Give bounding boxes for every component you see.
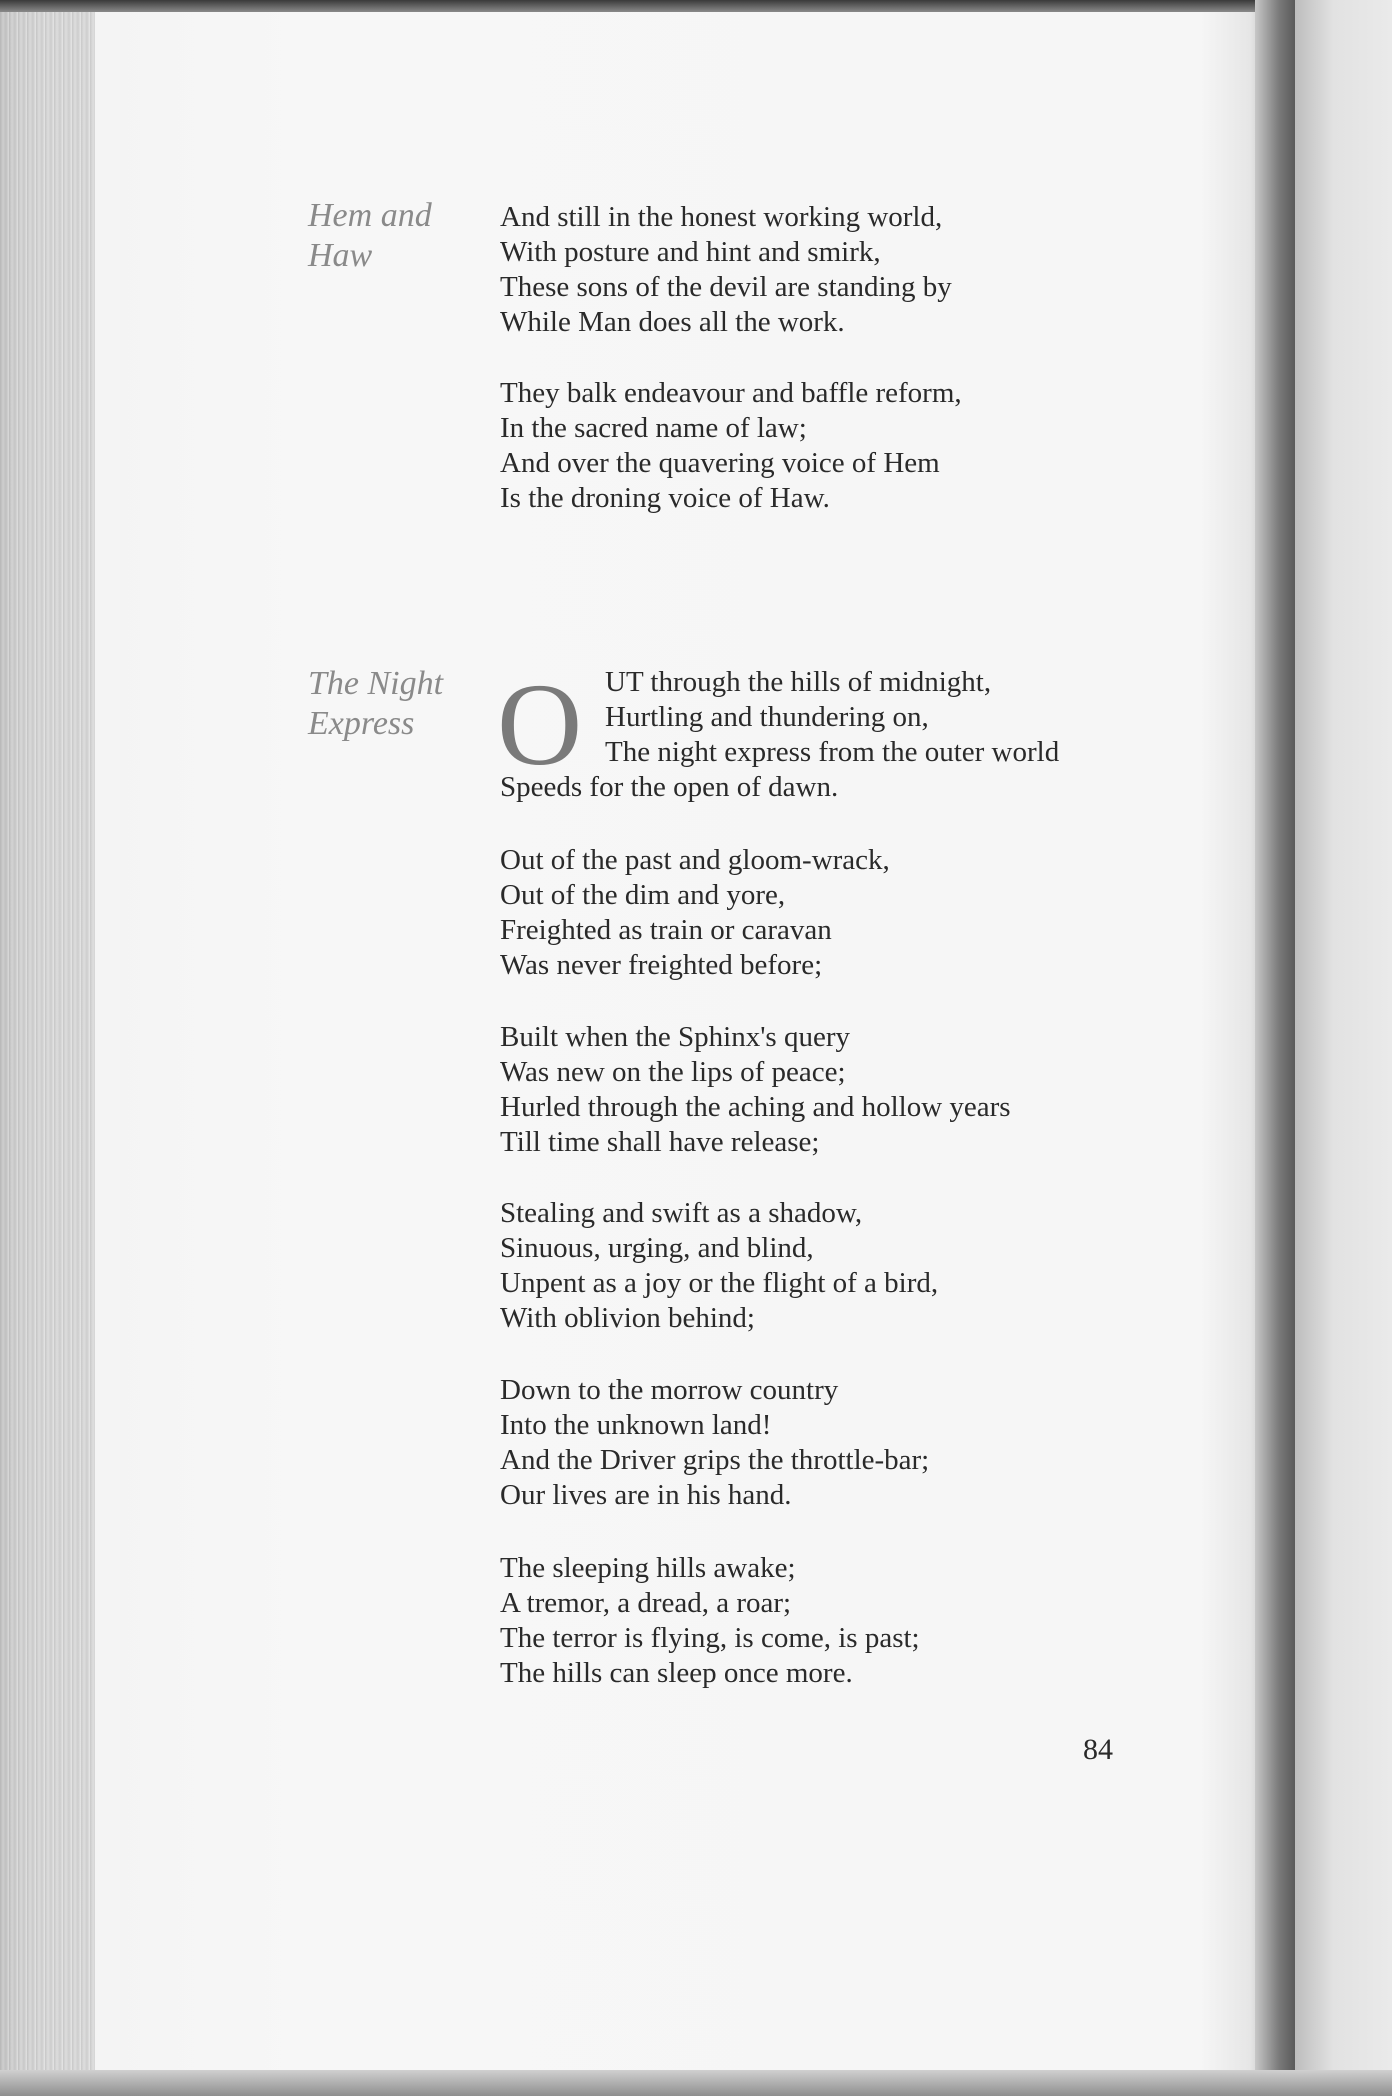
stanza bbox=[500, 376, 962, 516]
stanza bbox=[500, 665, 1059, 805]
verse-line: Till time shall have release; bbox=[500, 1126, 820, 1158]
verse-line: Our lives are in his hand. bbox=[500, 1479, 792, 1511]
verse-line: In the sacred name of law; bbox=[500, 412, 807, 444]
page-number: 84 bbox=[1083, 1733, 1113, 1766]
poem-title-hem-and-haw bbox=[308, 196, 488, 276]
verse-line: Hurtling and thundering on, bbox=[605, 701, 929, 733]
poem-title-line: Hem and bbox=[308, 197, 432, 234]
verse-line: Was never freighted before; bbox=[500, 949, 823, 981]
verse-line: UT through the hills of midnight, bbox=[605, 666, 992, 698]
verse-line: And the Driver grips the throttle-bar; bbox=[500, 1444, 930, 1476]
verse-line: Speeds for the open of dawn. bbox=[500, 771, 839, 803]
verse-line: Out of the past and gloom-wrack, bbox=[500, 844, 890, 876]
book-bottom-edge bbox=[0, 2070, 1392, 2096]
spine-shadow bbox=[1255, 0, 1295, 2096]
verse-line: And over the quavering voice of Hem bbox=[500, 447, 940, 479]
verse-line: Hurled through the aching and hollow years bbox=[500, 1091, 1011, 1123]
stanza bbox=[500, 1196, 938, 1336]
poem-title-line: The Night bbox=[308, 665, 444, 702]
poem-title-the-night-express bbox=[308, 664, 488, 744]
verse-line: Is the droning voice of Haw. bbox=[500, 482, 830, 514]
page-stack-edge bbox=[0, 0, 95, 2096]
verse-line: They balk endeavour and baffle reform, bbox=[500, 377, 962, 409]
verse-line: The sleeping hills awake; bbox=[500, 1552, 796, 1584]
verse-line: The hills can sleep once more. bbox=[500, 1657, 853, 1689]
verse-line: Out of the dim and yore, bbox=[500, 879, 786, 911]
drop-cap: O bbox=[497, 659, 583, 790]
verse-line: While Man does all the work. bbox=[500, 306, 845, 338]
verse-line: The terror is flying, is come, is past; bbox=[500, 1622, 920, 1654]
stanza bbox=[500, 843, 890, 983]
stanza bbox=[500, 1020, 1011, 1160]
verse-line: With oblivion behind; bbox=[500, 1302, 755, 1334]
verse-line: Sinuous, urging, and blind, bbox=[500, 1232, 814, 1264]
stanza bbox=[500, 1373, 929, 1513]
verse-line: With posture and hint and smirk, bbox=[500, 236, 881, 268]
verse-line: Freighted as train or caravan bbox=[500, 914, 832, 946]
verse-line: Built when the Sphinx's query bbox=[500, 1021, 850, 1053]
poem-title-line: Haw bbox=[308, 237, 373, 274]
book-top-edge bbox=[0, 0, 1392, 12]
verse-line: Unpent as a joy or the flight of a bird, bbox=[500, 1267, 939, 1299]
verse-line: Was new on the lips of peace; bbox=[500, 1056, 846, 1088]
verse-line: Stealing and swift as a shadow, bbox=[500, 1197, 863, 1229]
verse-line: The night express from the outer world bbox=[605, 736, 1060, 768]
verse-line: These sons of the devil are standing by bbox=[500, 271, 952, 303]
stanza bbox=[500, 200, 952, 340]
facing-page-edge bbox=[1295, 0, 1392, 2096]
verse-line: Down to the morrow country bbox=[500, 1374, 839, 1406]
verse-line: Into the unknown land! bbox=[500, 1409, 772, 1441]
verse-line: A tremor, a dread, a roar; bbox=[500, 1587, 792, 1619]
stanza bbox=[500, 1551, 920, 1691]
poem-title-line: Express bbox=[308, 705, 415, 742]
verse-line: And still in the honest working world, bbox=[500, 201, 943, 233]
